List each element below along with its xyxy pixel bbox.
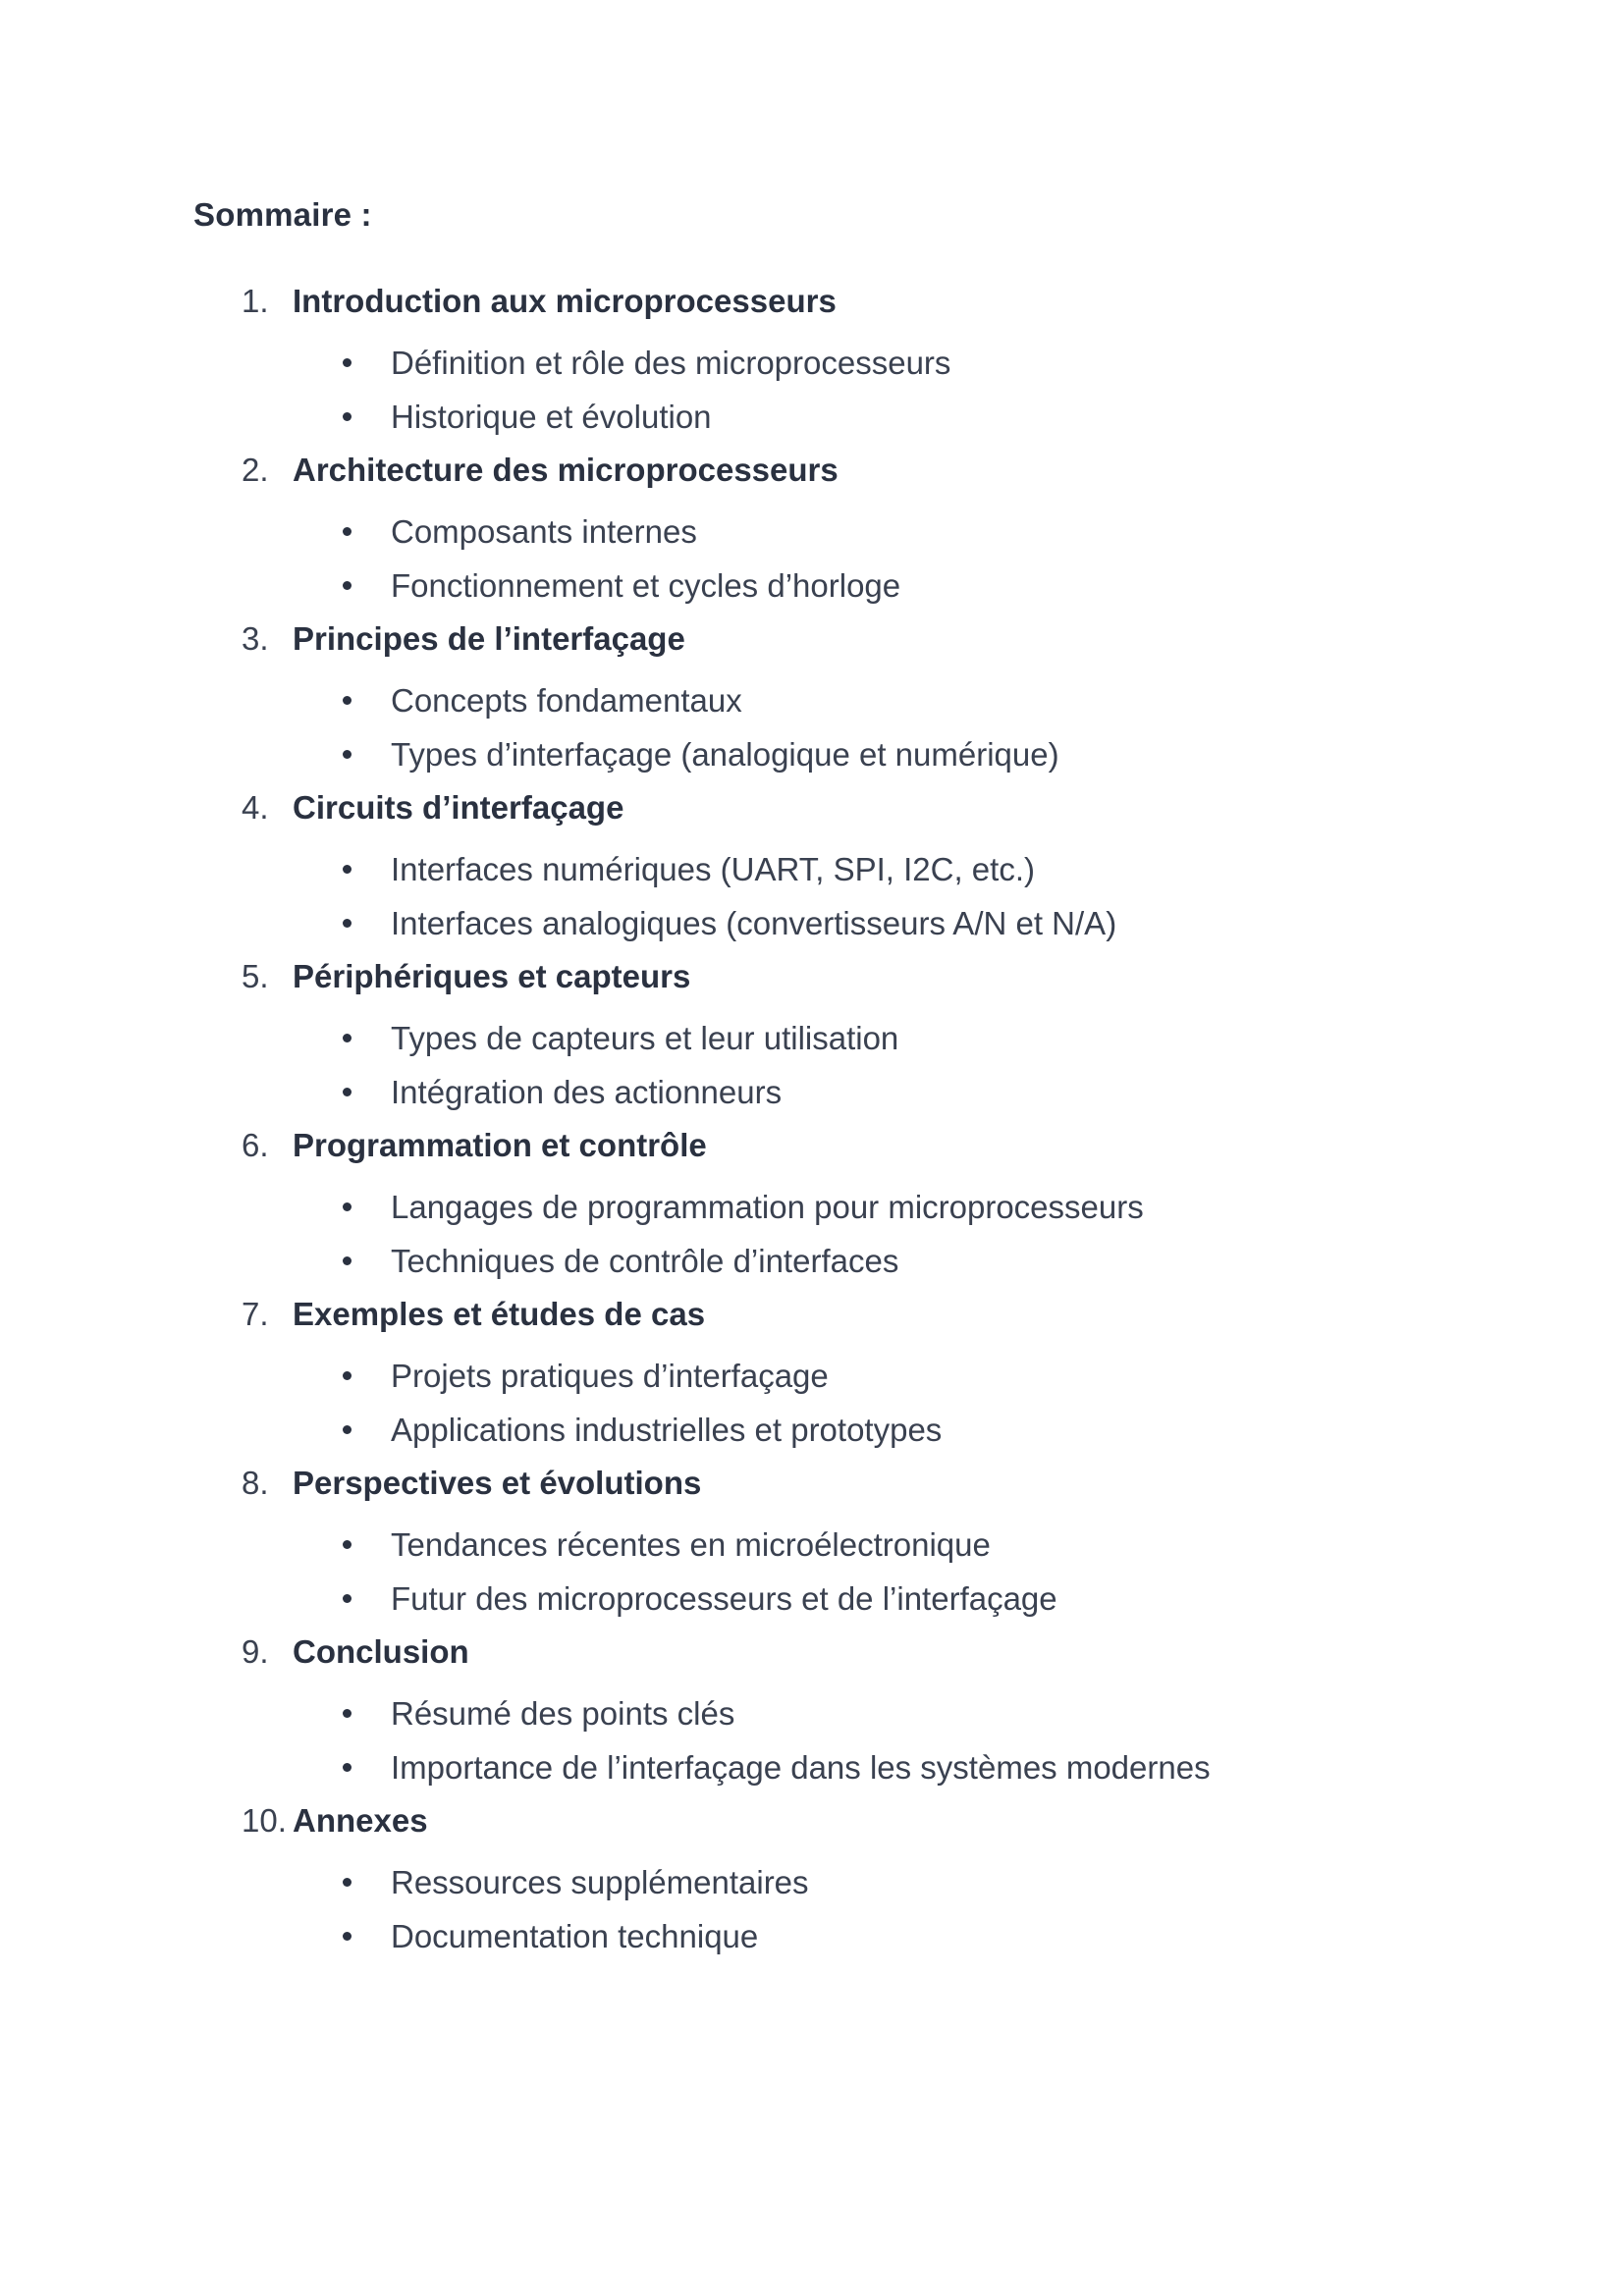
section-title: Conclusion — [293, 1633, 469, 1670]
bullet-icon — [343, 1594, 352, 1603]
bullet-icon — [343, 1202, 352, 1211]
bullet-icon — [343, 581, 352, 590]
bullet-icon — [343, 1256, 352, 1265]
toc-section — [0, 1288, 1624, 1457]
subitem-label: Futur des microprocesseurs et de l’interfaçage — [391, 1580, 1057, 1617]
toc-subitem-list — [0, 1847, 1624, 1963]
toc-section — [0, 444, 1624, 613]
subitem-label: Ressources supplémentaires — [391, 1864, 809, 1900]
toc-subitem — [0, 1686, 1624, 1740]
toc-subitem — [0, 336, 1624, 390]
toc-subitem — [0, 1740, 1624, 1794]
section-number: 8. — [242, 1465, 269, 1501]
toc-subitem-list — [0, 1679, 1624, 1794]
subitem-label: Applications industrielles et prototypes — [391, 1412, 943, 1448]
section-number: 1. — [242, 283, 269, 319]
subitem-label: Historique et évolution — [391, 399, 712, 435]
section-number: 9. — [242, 1633, 269, 1670]
section-number: 10. — [242, 1802, 287, 1839]
subitem-label: Importance de l’interfaçage dans les systèmes modernes — [391, 1749, 1211, 1786]
bullet-icon — [343, 750, 352, 759]
table-of-contents — [0, 275, 1624, 1963]
subitem-label: Interfaces numériques (UART, SPI, I2C, etc.) — [391, 851, 1035, 887]
toc-subitem — [0, 1065, 1624, 1119]
section-title: Architecture des microprocesseurs — [293, 452, 839, 488]
section-title: Circuits d’interfaçage — [293, 789, 624, 826]
toc-section-heading — [0, 444, 1624, 497]
section-title: Principes de l’interfaçage — [293, 620, 685, 657]
bullet-icon — [343, 1709, 352, 1718]
toc-section — [0, 1626, 1624, 1794]
section-number: 4. — [242, 789, 269, 826]
toc-subitem-list — [0, 1341, 1624, 1457]
toc-section — [0, 781, 1624, 950]
bullet-icon — [343, 527, 352, 536]
toc-subitem — [0, 505, 1624, 559]
toc-subitem — [0, 727, 1624, 781]
toc-section — [0, 613, 1624, 781]
subitem-label: Types de capteurs et leur utilisation — [391, 1020, 899, 1056]
section-number: 7. — [242, 1296, 269, 1332]
subitem-label: Intégration des actionneurs — [391, 1074, 783, 1110]
section-title: Programmation et contrôle — [293, 1127, 707, 1163]
toc-section — [0, 1457, 1624, 1626]
bullet-icon — [343, 1088, 352, 1096]
bullet-icon — [343, 412, 352, 421]
toc-section-heading — [0, 1794, 1624, 1847]
toc-subitem-list — [0, 666, 1624, 781]
subitem-label: Composants internes — [391, 513, 697, 550]
toc-subitem — [0, 1403, 1624, 1457]
toc-subitem — [0, 559, 1624, 613]
section-title: Exemples et études de cas — [293, 1296, 706, 1332]
toc-subitem — [0, 673, 1624, 727]
subitem-label: Interfaces analogiques (convertisseurs A/N et N/A) — [391, 905, 1117, 941]
toc-section-heading — [0, 1119, 1624, 1172]
toc-section-heading — [0, 950, 1624, 1003]
section-title: Perspectives et évolutions — [293, 1465, 702, 1501]
toc-subitem — [0, 842, 1624, 896]
section-title: Introduction aux microprocesseurs — [293, 283, 837, 319]
page-title: Sommaire : — [193, 196, 372, 233]
subitem-label: Documentation technique — [391, 1918, 759, 1954]
bullet-icon — [343, 1425, 352, 1434]
subitem-label: Projets pratiques d’interfaçage — [391, 1358, 829, 1394]
toc-subitem — [0, 1572, 1624, 1626]
toc-subitem — [0, 1234, 1624, 1288]
toc-section — [0, 1794, 1624, 1963]
toc-subitem-list — [0, 834, 1624, 950]
toc-section — [0, 950, 1624, 1119]
toc-subitem-list — [0, 1510, 1624, 1626]
toc-subitem — [0, 1855, 1624, 1909]
toc-subitem — [0, 1909, 1624, 1963]
bullet-icon — [343, 865, 352, 874]
subitem-label: Langages de programmation pour microprocesseurs — [391, 1189, 1144, 1225]
section-number: 6. — [242, 1127, 269, 1163]
toc-section — [0, 275, 1624, 444]
bullet-icon — [343, 1371, 352, 1380]
bullet-icon — [343, 1763, 352, 1772]
bullet-icon — [343, 1878, 352, 1887]
toc-subitem-list — [0, 1003, 1624, 1119]
bullet-icon — [343, 1932, 352, 1941]
toc-section-heading — [0, 1626, 1624, 1679]
section-number: 3. — [242, 620, 269, 657]
subitem-label: Types d’interfaçage (analogique et numérique) — [391, 736, 1059, 773]
toc-subitem-list — [0, 1172, 1624, 1288]
toc-subitem — [0, 896, 1624, 950]
bullet-icon — [343, 1540, 352, 1549]
toc-section-heading — [0, 1457, 1624, 1510]
toc-section-heading — [0, 781, 1624, 834]
section-number: 2. — [242, 452, 269, 488]
bullet-icon — [343, 358, 352, 367]
toc-subitem — [0, 1349, 1624, 1403]
toc-subitem-list — [0, 328, 1624, 444]
subitem-label: Concepts fondamentaux — [391, 682, 742, 719]
toc-subitem — [0, 1180, 1624, 1234]
subitem-label: Résumé des points clés — [391, 1695, 735, 1732]
bullet-icon — [343, 919, 352, 928]
toc-section-heading — [0, 275, 1624, 328]
subitem-label: Tendances récentes en microélectronique — [391, 1526, 991, 1563]
subitem-label: Définition et rôle des microprocesseurs — [391, 345, 951, 381]
toc-section-heading — [0, 1288, 1624, 1341]
toc-subitem — [0, 1518, 1624, 1572]
toc-section — [0, 1119, 1624, 1288]
toc-subitem-list — [0, 497, 1624, 613]
section-number: 5. — [242, 958, 269, 994]
subitem-label: Techniques de contrôle d’interfaces — [391, 1243, 899, 1279]
bullet-icon — [343, 1034, 352, 1042]
section-title: Annexes — [293, 1802, 428, 1839]
toc-subitem — [0, 1011, 1624, 1065]
toc-subitem — [0, 390, 1624, 444]
section-title: Périphériques et capteurs — [293, 958, 691, 994]
subitem-label: Fonctionnement et cycles d’horloge — [391, 567, 901, 604]
toc-section-heading — [0, 613, 1624, 666]
bullet-icon — [343, 696, 352, 705]
